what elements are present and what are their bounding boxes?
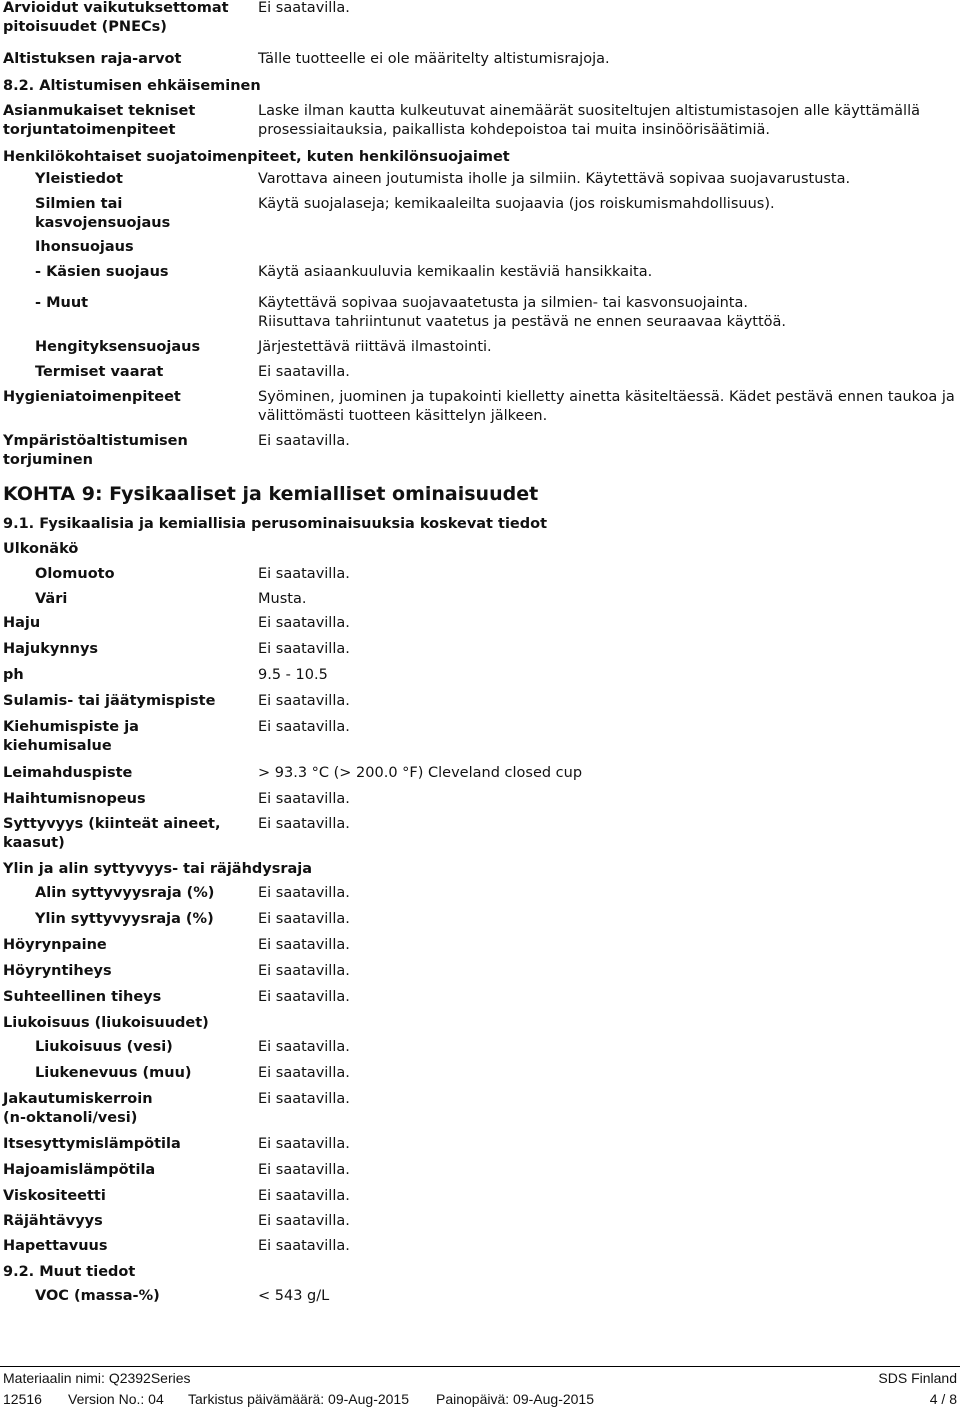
footer-version: Version No.: 04 (68, 1391, 164, 1407)
prop-label-relative-density: Suhteellinen tiheys (3, 989, 162, 1005)
prop-value-lower-flam-limit: Ei saatavilla. (258, 885, 350, 901)
ppe-value-other: Käytettävä sopivaa suojavaatetusta ja silmien- tai kasvonsuojainta. Riisuttava tahriintunut vaatetus ja pestävä ne ennen seuraavaa käyttöä. (258, 295, 787, 330)
prop-label-ph: ph (3, 667, 24, 683)
prop-value-melting-point: Ei saatavilla. (258, 693, 350, 709)
prop-value-evaporation-rate: Ei saatavilla. (258, 791, 350, 807)
prop-label-form: Olomuoto (35, 566, 115, 582)
prop-value-viscosity: Ei saatavilla. (258, 1188, 350, 1204)
ppe-label-thermal: Termiset vaarat (35, 364, 164, 380)
prop-value-partition-coefficient: Ei saatavilla. (258, 1091, 350, 1107)
prop-value-vapor-density: Ei saatavilla. (258, 963, 350, 979)
ppe-title: Henkilökohtaiset suojatoimenpiteet, kuten henkilönsuojaimet (3, 149, 510, 165)
prop-value-color: Musta. (258, 591, 307, 607)
prop-value-boiling-point: Ei saatavilla. (258, 719, 350, 735)
prop-label-vapor-density: Höyryntiheys (3, 963, 112, 979)
footer-sds-country: SDS Finland (878, 1370, 957, 1386)
section-8-2-title: 8.2. Altistumisen ehkäiseminen (3, 78, 261, 94)
prop-value-decomposition: Ei saatavilla. (258, 1162, 350, 1178)
prop-label-odor-threshold: Hajukynnys (3, 641, 99, 657)
prop-value-explosive: Ei saatavilla. (258, 1213, 350, 1229)
footer-material-name: Materiaalin nimi: Q2392Series (3, 1370, 191, 1386)
prop-label-voc: VOC (massa-%) (35, 1288, 160, 1304)
prop-label-vapor-pressure: Höyrynpaine (3, 937, 107, 953)
prop-value-flash-point: > 93.3 °C (> 200.0 °F) Cleveland closed cup (258, 765, 583, 781)
pnec-label: Arvioidut vaikutuksettomat pitoisuudet (PNECs) (3, 0, 229, 35)
prop-label-melting-point: Sulamis- tai jäätymispiste (3, 693, 216, 709)
prop-label-flammability: Syttyvyys (kiinteät aineet, kaasut) (3, 816, 221, 851)
ppe-label-respiratory: Hengityksensuojaus (35, 339, 201, 355)
prop-label-odor: Haju (3, 615, 41, 631)
prop-value-voc: < 543 g/L (258, 1288, 330, 1304)
prop-value-upper-flam-limit: Ei saatavilla. (258, 911, 350, 927)
flammability-limits-header: Ylin ja alin syttyvyys- tai räjähdysraja (3, 861, 313, 877)
engineering-controls-value: Laske ilman kautta kulkeutuvat ainemäärät suositeltujen altistumistasojen alle käyttämällä prosessiaitauksia, paikallista kohdepoistoa tai muita insinöörisäätimiä. (258, 103, 920, 138)
prop-label-decomposition: Hajoamislämpötila (3, 1162, 156, 1178)
prop-label-boiling-point: Kiehumispiste ja kiehumisalue (3, 719, 139, 754)
prop-value-autoignition: Ei saatavilla. (258, 1136, 350, 1152)
ppe-label-hygiene: Hygieniatoimenpiteet (3, 389, 181, 405)
footer-revision-date: Tarkistus päivämäärä: 09-Aug-2015 (188, 1391, 410, 1407)
prop-label-lower-flam-limit: Alin syttyvyysraja (%) (35, 885, 215, 901)
ppe-label-environment: Ympäristöaltistumisen torjuminen (3, 433, 188, 468)
prop-value-relative-density: Ei saatavilla. (258, 989, 350, 1005)
ppe-value-hygiene: Syöminen, juominen ja tupakointi kielletty ainetta käsiteltäessä. Kädet pestävä ennen taukoa ja välittömästi tuotteen käsittelyn jälkeen. (258, 389, 955, 424)
footer-print-date: Painopäivä: 09-Aug-2015 (436, 1391, 595, 1407)
prop-label-evaporation-rate: Haihtumisnopeus (3, 791, 146, 807)
prop-value-solubility-other: Ei saatavilla. (258, 1065, 350, 1081)
ppe-label-hand: - Käsien suojaus (35, 264, 169, 280)
exposure-limit-value: Tälle tuotteelle ei ole määritelty altistumisrajoja. (258, 51, 610, 67)
prop-label-partition-coefficient: Jakautumiskerroin (n-oktanoli/vesi) (3, 1091, 153, 1126)
section-9-1-title: 9.1. Fysikaalisia ja kemiallisia perusominaisuuksia koskevat tiedot (3, 516, 548, 532)
appearance-header: Ulkonäkö (3, 541, 79, 557)
ppe-label-skin: Ihonsuojaus (35, 239, 134, 255)
prop-value-form: Ei saatavilla. (258, 566, 350, 582)
ppe-label-general: Yleistiedot (35, 171, 123, 187)
section-9-title: KOHTA 9: Fysikaaliset ja kemialliset ominaisuudet (3, 483, 539, 505)
ppe-value-environment: Ei saatavilla. (258, 433, 350, 449)
ppe-value-hand: Käytä asiaankuuluvia kemikaalin kestäviä hansikkaita. (258, 264, 653, 280)
prop-value-odor: Ei saatavilla. (258, 615, 350, 631)
ppe-label-eye: Silmien tai kasvojensuojaus (35, 196, 171, 231)
ppe-value-thermal: Ei saatavilla. (258, 364, 350, 380)
footer-code: 12516 (3, 1391, 42, 1407)
prop-label-solubility-other: Liukenevuus (muu) (35, 1065, 192, 1081)
prop-value-ph: 9.5 - 10.5 (258, 667, 328, 683)
section-9-2-title: 9.2. Muut tiedot (3, 1264, 136, 1280)
solubility-header: Liukoisuus (liukoisuudet) (3, 1015, 209, 1031)
footer-page-number: 4 / 8 (929, 1391, 957, 1407)
prop-label-autoignition: Itsesyttymislämpötila (3, 1136, 181, 1152)
engineering-controls-label: Asianmukaiset tekniset torjuntatoimenpiteet (3, 103, 196, 138)
prop-label-color: Väri (35, 591, 68, 607)
ppe-label-other: - Muut (35, 295, 89, 311)
prop-label-viscosity: Viskositeetti (3, 1188, 106, 1204)
prop-value-vapor-pressure: Ei saatavilla. (258, 937, 350, 953)
prop-value-oxidizing: Ei saatavilla. (258, 1238, 350, 1254)
ppe-value-eye: Käytä suojalaseja; kemikaaleilta suojaavia (jos roiskumismahdollisuus). (258, 196, 775, 212)
prop-value-odor-threshold: Ei saatavilla. (258, 641, 350, 657)
prop-value-flammability: Ei saatavilla. (258, 816, 350, 832)
prop-label-upper-flam-limit: Ylin syttyvyysraja (%) (35, 911, 214, 927)
pnec-value: Ei saatavilla. (258, 0, 350, 16)
exposure-limit-label: Altistuksen raja-arvot (3, 51, 182, 67)
footer-divider (0, 1366, 960, 1367)
prop-value-solubility-water: Ei saatavilla. (258, 1039, 350, 1055)
ppe-value-respiratory: Järjestettävä riittävä ilmastointi. (258, 339, 492, 355)
ppe-value-general: Varottava aineen joutumista iholle ja silmiin. Käytettävä sopivaa suojavarustusta. (258, 171, 851, 187)
prop-label-flash-point: Leimahduspiste (3, 765, 133, 781)
prop-label-oxidizing: Hapettavuus (3, 1238, 108, 1254)
prop-label-solubility-water: Liukoisuus (vesi) (35, 1039, 173, 1055)
prop-label-explosive: Räjähtävyys (3, 1213, 103, 1229)
